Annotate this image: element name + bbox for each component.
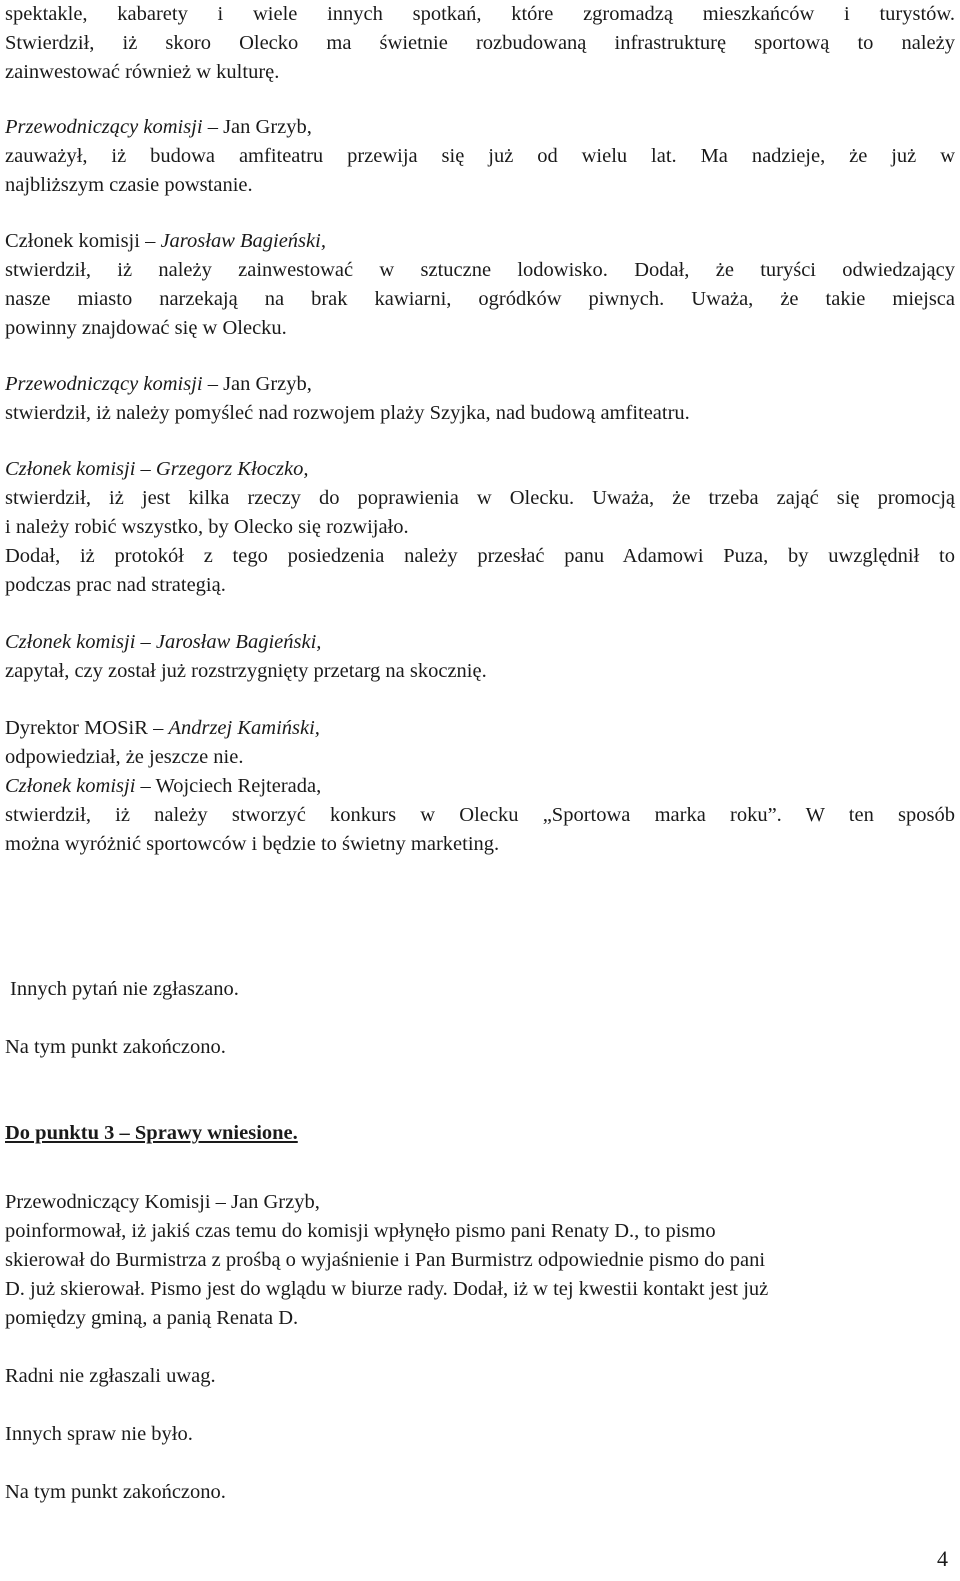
speaker-name: Jan Grzyb, bbox=[231, 1191, 320, 1213]
text-line: powinny znajdować się w Olecku. bbox=[5, 317, 287, 339]
point-ended-text: Na tym punkt zakończono. bbox=[5, 1481, 226, 1503]
intro-paragraph bbox=[5, 0, 955, 87]
text-line: spektakle, kabarety i wiele innych spotkań, które zgromadzą mieszkańców i turystów. bbox=[5, 3, 955, 25]
speaker-dash: – bbox=[153, 717, 164, 739]
speaker-name: Andrzej Kamiński, bbox=[168, 717, 320, 739]
point-ended-text: Na tym punkt zakończono. bbox=[5, 1036, 226, 1058]
speaker-role: Przewodniczący Komisji bbox=[5, 1191, 211, 1213]
speaker-role: Przewodniczący komisji bbox=[5, 116, 203, 138]
speaker-entry bbox=[5, 455, 955, 600]
text-line: stwierdził, iż jest kilka rzeczy do poprawienia w Olecku. Uważa, że trzeba zająć się promocją bbox=[5, 487, 955, 509]
speaker-entry bbox=[5, 113, 955, 200]
speaker-header bbox=[5, 628, 955, 657]
speaker-name: Jarosław Bagieński, bbox=[155, 631, 322, 653]
text-line: najbliższym czasie powstanie. bbox=[5, 174, 253, 196]
text-line: odpowiedział, że jeszcze nie. bbox=[5, 746, 244, 768]
speaker-role: Członek komisji bbox=[5, 458, 136, 480]
speaker-dash: – bbox=[215, 1191, 226, 1213]
speaker-name: Grzegorz Kłoczko, bbox=[155, 458, 309, 480]
text-line: stwierdził, iż należy zainwestować w sztuczne lodowisko. Dodał, że turyści odwiedzający bbox=[5, 259, 955, 281]
text-line: stwierdził, iż należy pomyśleć nad rozwojem plaży Szyjka, nad budową amfiteatru. bbox=[5, 402, 690, 424]
speaker-dash: – bbox=[207, 116, 218, 138]
text-line: Dodał, iż protokół z tego posiedzenia należy przesłać panu Adamowi Puza, by uwzględnił to bbox=[5, 545, 955, 567]
speaker-dash: – bbox=[145, 230, 156, 252]
text-line: Stwierdził, iż skoro Olecko ma świetnie rozbudowaną infrastrukturę sportową to należy bbox=[5, 32, 955, 54]
speaker-header bbox=[5, 1188, 955, 1217]
speaker-entry bbox=[5, 370, 955, 428]
speaker-role: Przewodniczący komisji bbox=[5, 373, 203, 395]
speaker-name: Jan Grzyb, bbox=[223, 373, 312, 395]
section-heading: Do punktu 3 – Sprawy wniesione. bbox=[5, 1122, 298, 1144]
speaker-name: Jan Grzyb, bbox=[223, 116, 312, 138]
speaker-role: Członek komisji bbox=[5, 775, 136, 797]
speaker-header bbox=[5, 714, 955, 743]
speaker-entry bbox=[5, 1188, 955, 1333]
speaker-dash: – bbox=[140, 775, 151, 797]
speaker-entry bbox=[5, 628, 955, 686]
speaker-dash: – bbox=[140, 631, 151, 653]
no-other-matters-text: Innych spraw nie było. bbox=[5, 1423, 193, 1445]
speaker-header bbox=[5, 227, 955, 256]
speaker-header bbox=[5, 455, 955, 484]
speaker-entry bbox=[5, 227, 955, 343]
speaker-header bbox=[5, 772, 955, 801]
no-remarks-text: Radni nie zgłaszali uwag. bbox=[5, 1365, 216, 1387]
speaker-dash: – bbox=[140, 458, 151, 480]
speaker-dash: – bbox=[207, 373, 218, 395]
speaker-name: Jarosław Bagieński, bbox=[160, 230, 326, 252]
text-line: i należy robić wszystko, by Olecko się rozwijało. bbox=[5, 516, 409, 538]
text-line: skierował do Burmistrza z prośbą o wyjaśnienie i Pan Burmistrz odpowiednie pismo do pani bbox=[5, 1249, 766, 1271]
text-line: stwierdził, iż należy stworzyć konkurs w Olecku „Sportowa marka roku”. W ten sposób bbox=[5, 804, 955, 826]
speaker-role: Dyrektor MOSiR bbox=[5, 717, 148, 739]
speaker-name: Wojciech Rejterada, bbox=[155, 775, 322, 797]
text-line: pomiędzy gminą, a panią Renata D. bbox=[5, 1307, 299, 1329]
speaker-entry bbox=[5, 714, 955, 772]
no-questions-text: Innych pytań nie zgłaszano. bbox=[10, 978, 239, 1000]
page-number: 4 bbox=[937, 1546, 948, 1571]
text-line: zapytał, czy został już rozstrzygnięty przetarg na skocznię. bbox=[5, 660, 487, 682]
text-line: poinformował, iż jakiś czas temu do komisji wpłynęło pismo pani Renaty D., to pismo bbox=[5, 1220, 716, 1242]
text-line: można wyróżnić sportowców i będzie to świetny marketing. bbox=[5, 833, 500, 855]
text-line: podczas prac nad strategią. bbox=[5, 574, 226, 596]
speaker-header bbox=[5, 370, 955, 399]
text-line: D. już skierował. Pismo jest do wglądu w biurze rady. Dodał, iż w tej kwestii kontakt jest już bbox=[5, 1278, 769, 1300]
speaker-header bbox=[5, 113, 955, 142]
speaker-role: Członek komisji bbox=[5, 631, 136, 653]
speaker-role: Członek komisji bbox=[5, 230, 140, 252]
text-line: nasze miasto narzekają na brak kawiarni, ogródków piwnych. Uważa, że takie miejsca bbox=[5, 288, 955, 310]
text-line: zauważył, iż budowa amfiteatru przewija się już od wielu lat. Ma nadzieje, że już w bbox=[5, 145, 955, 167]
speaker-entry bbox=[5, 772, 955, 859]
text-line: zainwestować również w kulturę. bbox=[5, 61, 280, 83]
